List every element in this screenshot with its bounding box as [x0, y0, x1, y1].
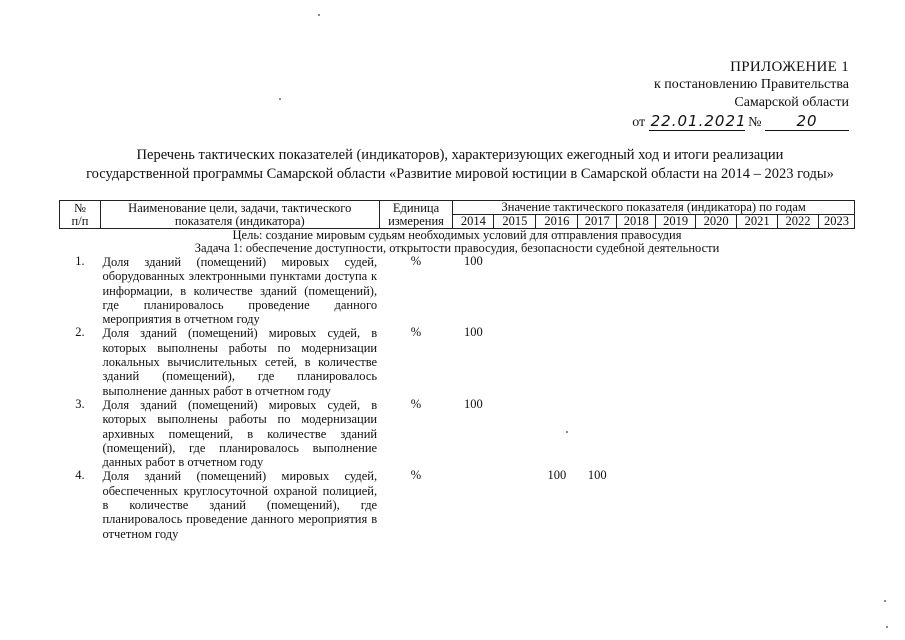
handwritten-number: 20 [765, 112, 849, 131]
indicators-table [59, 200, 855, 541]
header-year: 2021 [737, 215, 778, 229]
scan-speck [884, 600, 886, 602]
unit-cell: % [410, 254, 422, 268]
header-name-bottom: показателя (индикатора) [174, 213, 305, 228]
header-year: 2022 [778, 215, 819, 229]
value-cell [819, 255, 855, 326]
value-cell [453, 469, 494, 540]
value-cell [494, 469, 536, 540]
indicator-name: Доля зданий (помещений) мировых судей, в которых выполнены работы по модернизации архивных помещений, в количестве зданий (помещений), где планировалось выполнение данных работ в отчетном году [102, 397, 378, 470]
value-cell: 100 [547, 468, 567, 483]
value-cell [578, 255, 617, 326]
scan-speck [886, 626, 888, 628]
header-unit [379, 201, 453, 229]
handwritten-date: 22.01.2021 [650, 112, 747, 130]
value-cell [617, 469, 656, 540]
value-cell [778, 255, 819, 326]
row-number: 4. [75, 468, 85, 483]
table-row [60, 398, 855, 469]
value-cell [536, 326, 578, 397]
value-cell [696, 255, 737, 326]
value-cell [617, 255, 656, 326]
value-cell [696, 469, 737, 540]
value-cell [819, 469, 855, 540]
indicator-name: Доля зданий (помещений) мировых судей, обеспеченных круглосуточной охраной полицией, в количестве зданий (помещений), где планировалось проведение данного мероприятия в отчетном году [102, 469, 378, 541]
goal-row: Цель: создание мировым судьям необходимых условий для отправления правосудия [232, 228, 682, 242]
value-cell [536, 255, 578, 326]
header-year: 2019 [656, 215, 696, 229]
header-year: 2017 [578, 215, 617, 229]
unit-cell: % [410, 325, 422, 340]
header-name [100, 201, 379, 229]
value-cell: 100 [463, 325, 483, 340]
value-cell [656, 398, 696, 469]
unit-cell: % [410, 396, 422, 411]
document-title [40, 146, 880, 184]
value-cell [737, 398, 778, 469]
scan-speck [318, 14, 320, 16]
header-num-bottom: п/п [71, 213, 89, 228]
header-num-top: № [74, 200, 86, 215]
header-year: 2023 [819, 215, 855, 229]
row-number: 3. [75, 396, 85, 411]
header-name-top: Наименование цели, задачи, тактического [128, 200, 352, 215]
value-cell [656, 469, 696, 540]
header-values-group: Значение тактического показателя (индикатора) по годам [453, 201, 855, 215]
table-row [60, 326, 855, 397]
value-cell [656, 326, 696, 397]
header-year: 2014 [453, 215, 494, 229]
value-cell [737, 469, 778, 540]
value-cell [494, 398, 536, 469]
task-row: Задача 1: обеспечение доступности, открытости правосудия, безопасности судебной деятельности [194, 241, 720, 255]
value-cell [578, 326, 617, 397]
document-title-line-2: государственной программы Самарской области «Развитие мировой юстиции в Самарской области на 2014 – 2023 годы» [86, 166, 834, 182]
table-row [60, 255, 855, 326]
number-sign: № [748, 115, 762, 130]
header-unit-bottom: измерения [388, 213, 444, 228]
header-year: 2016 [536, 215, 578, 229]
value-cell [494, 326, 536, 397]
appendix-line-1: к постановлению Правительства [653, 77, 849, 92]
appendix-date-row [549, 112, 849, 132]
value-cell [536, 398, 578, 469]
row-number: 2. [75, 325, 85, 340]
value-cell: 100 [463, 254, 483, 268]
value-cell [778, 469, 819, 540]
header-unit-top: Единица [392, 200, 440, 215]
value-cell: 100 [587, 468, 607, 483]
value-cell [778, 326, 819, 397]
document-title-line-1: Перечень тактических показателей (индикаторов), характеризующих ежегодный ход и итоги реализации [136, 147, 784, 163]
value-cell [494, 255, 536, 326]
value-cell [696, 398, 737, 469]
value-cell [778, 398, 819, 469]
value-cell [617, 398, 656, 469]
value-cell [737, 326, 778, 397]
header-year: 2015 [494, 215, 536, 229]
indicator-name: Доля зданий (помещений) мировых судей, в которых выполнены работы по модернизации локальных вычислительных сетей, в количестве зданий (помещений), где планировалось выполнение данных работ в отчетном году [102, 326, 378, 398]
value-cell [696, 326, 737, 397]
header-year: 2020 [696, 215, 737, 229]
value-cell [737, 255, 778, 326]
value-cell [578, 398, 617, 469]
header-year: 2018 [617, 215, 656, 229]
scan-speck [279, 98, 281, 100]
header-num [60, 201, 101, 229]
appendix-block [549, 58, 849, 132]
value-cell: 100 [463, 396, 483, 411]
date-prefix: от [632, 115, 646, 130]
indicator-name: Доля зданий (помещений) мировых судей, оборудованных электронными пунктами доступа к информации, в количестве зданий (помещений), где планировалось проведение данного мероприятия в отчетном году [102, 255, 378, 327]
value-cell [617, 326, 656, 397]
unit-cell: % [410, 468, 422, 483]
appendix-line-2: Самарской области [734, 95, 849, 110]
value-cell [819, 326, 855, 397]
value-cell [656, 255, 696, 326]
scan-speck [566, 431, 568, 433]
table-row [60, 469, 855, 540]
appendix-title: ПРИЛОЖЕНИЕ 1 [730, 59, 849, 75]
value-cell [819, 398, 855, 469]
row-number: 1. [75, 254, 85, 268]
